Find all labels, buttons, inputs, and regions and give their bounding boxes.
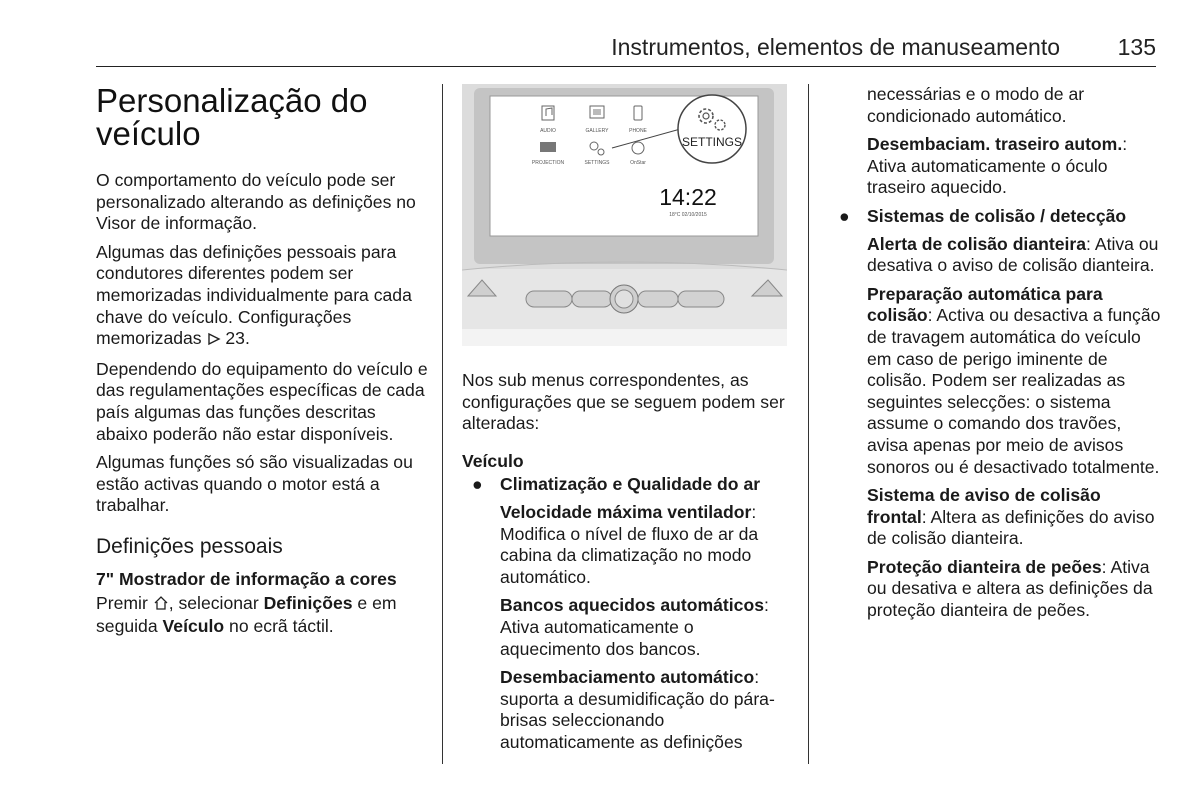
volume-knob[interactable] xyxy=(610,285,638,313)
page-number: 135 xyxy=(1117,34,1156,60)
icon-label: PROJECTION xyxy=(531,160,565,166)
right-control-buttons[interactable] xyxy=(638,291,724,307)
page-reference[interactable]: 23. xyxy=(225,328,250,349)
icon-label: GALLERY xyxy=(585,128,609,134)
setting-description: : Modifica o nível de fluxo de ar da cabina da climatização no modo automático. xyxy=(500,501,759,587)
setting-item xyxy=(837,557,1162,622)
column-2 xyxy=(462,84,797,761)
icon-label: AUDIO xyxy=(540,128,556,134)
setting-description: : Activa ou desactiva a função de travagem automática do veículo em caso de perigo iminente de colisão. Podem ser realizadas as seguintes selecções: o sistema assume o comando dos travões, avisa apenas por meio de avisos sonoros ou é desactivado totalmente. xyxy=(867,305,1161,477)
menu-reference-settings: Definições xyxy=(263,592,353,613)
bullet-icon: ● xyxy=(839,205,850,226)
paragraph-text: no ecrã táctil. xyxy=(224,616,334,637)
page-title: Personalização do veículo xyxy=(96,82,368,152)
list-item xyxy=(462,474,797,496)
setting-name: Velocidade máxima ventilador xyxy=(500,501,752,522)
list-item xyxy=(837,206,1162,228)
menu-reference-vehicle: Veículo xyxy=(162,616,225,637)
paragraph: Dependendo do equipamento do veículo e das regulamentações específicas de cada país algumas das funções descritas abaixo poderão não estar disponíveis. xyxy=(96,358,428,444)
setting-item xyxy=(462,667,797,753)
paragraph-text: , selecionar xyxy=(168,592,264,613)
column-divider xyxy=(442,84,443,764)
clock-subline: 18°C 02/10/2015 xyxy=(669,212,707,218)
paragraph-text: Algumas das definições pessoais para condutores diferentes podem ser memorizadas individualmente para cada chave do veículo. Configurações memorizadas xyxy=(96,241,412,349)
paragraph xyxy=(96,242,428,352)
paragraph: Algumas funções só são visualizadas ou estão activas quando o motor está a trabalhar. xyxy=(96,452,413,516)
setting-item xyxy=(837,234,1162,277)
list-item-title: Climatização e Qualidade do ar xyxy=(500,474,761,495)
paragraph-text: e em seguida xyxy=(96,592,397,637)
setting-name: Sistema de aviso de colisão frontal xyxy=(867,485,1101,527)
paragraph: necessárias e o modo de ar condicionado automático. xyxy=(867,84,1085,126)
setting-name: Proteção dianteira de peões xyxy=(867,556,1102,577)
page-reference-icon xyxy=(207,330,221,352)
subsection-heading: Veículo xyxy=(462,450,524,471)
settings-callout xyxy=(678,95,746,163)
projection-icon[interactable] xyxy=(540,142,556,152)
paragraph xyxy=(96,593,428,638)
icon-label: OnStar xyxy=(630,160,646,166)
section-title: Instrumentos, elementos de manuseamento xyxy=(611,34,1060,60)
paragraph: O comportamento do veículo pode ser personalizado alterando as definições no Visor de informação. xyxy=(96,170,416,234)
setting-name: Desembaciamento automático xyxy=(500,667,755,688)
setting-name: Bancos aquecidos automáticos xyxy=(500,595,764,616)
setting-item xyxy=(837,485,1162,550)
setting-item xyxy=(837,284,1162,478)
setting-name: Desembaciam. traseiro autom. xyxy=(867,134,1123,155)
column-3 xyxy=(837,84,1162,629)
list-item-title: Sistemas de colisão / detecção xyxy=(867,205,1127,226)
section-heading: Definições pessoais xyxy=(96,534,283,558)
icon-label: SETTINGS xyxy=(584,160,610,166)
paragraph-text: Premir xyxy=(96,592,153,613)
subsection-heading: 7" Mostrador de informação a cores xyxy=(96,568,397,589)
bullet-icon: ● xyxy=(472,474,483,495)
setting-description: : Ativa ou desativa e altera as definições da proteção dianteira de peões. xyxy=(867,556,1153,621)
left-control-buttons[interactable] xyxy=(526,291,612,307)
home-icon xyxy=(153,595,169,617)
setting-description: : Ativa automaticamente o aquecimento dos bancos. xyxy=(500,595,769,659)
paragraph: Nos sub menus correspondentes, as configurações que se seguem podem ser alteradas: xyxy=(462,370,785,434)
setting-item xyxy=(462,595,797,660)
setting-description: : Ativa ou desativa o aviso de colisão dianteira. xyxy=(867,233,1159,276)
setting-name: Alerta de colisão dianteira xyxy=(867,233,1087,254)
callout-label: SETTINGS xyxy=(681,135,743,149)
setting-description: : Ativa automaticamente o óculo traseiro aquecido. xyxy=(867,134,1128,198)
running-header xyxy=(96,30,1156,67)
setting-name: Preparação automática para colisão xyxy=(867,283,1103,326)
setting-item xyxy=(837,134,1162,199)
column-divider xyxy=(808,84,809,764)
infotainment-illustration xyxy=(462,84,787,346)
clock: 14:22 xyxy=(659,184,717,210)
column-1 xyxy=(96,84,428,645)
setting-description: : Altera as definições do aviso de colisão dianteira. xyxy=(867,506,1155,549)
icon-label: PHONE xyxy=(629,128,647,134)
setting-description: : suporta a desumidificação do pára-brisas seleccionando automaticamente as definições xyxy=(500,667,775,752)
setting-item xyxy=(462,502,797,588)
